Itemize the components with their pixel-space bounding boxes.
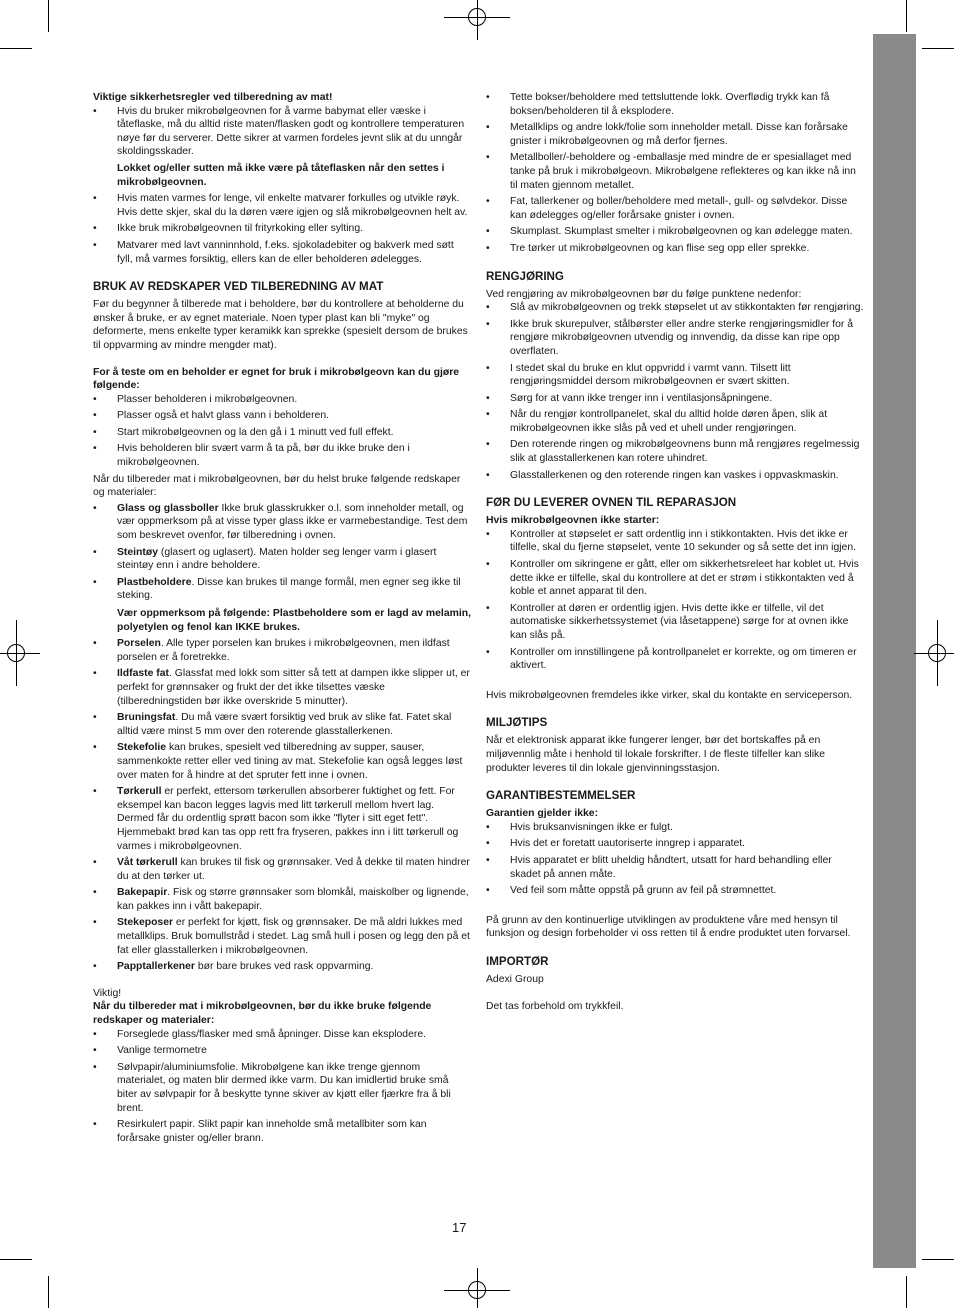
list-item: • Hvis bruksanvisningen ikke er fulgt. [486,821,864,835]
list-item: • Matvarer med lavt vanninnhold, f.eks. sjokoladebiter og bakverk med søtt fyll, må varmes forsiktig, ellers kan de eller beholderen ødelegges. [93,239,471,266]
list-item: • Papptallerkener bør bare brukes ved rask oppvarming. [93,960,471,974]
crop-mark [906,0,907,32]
list-item: • Metallklips og andre lokk/folie som inneholder metall. Disse kan forårsake gnister i mikrobølgeovnen og må derfor fjernes. [486,121,864,148]
crop-mark [922,48,954,49]
warranty-subheading: Garantien gjelder ikke: [486,808,599,820]
list-item: • Resirkulert papir. Slikt papir kan inneholde små metallbiter som kan forårsake gnister og/eller brann. [93,1118,471,1145]
list-item: • Ikke bruk skurepulver, stålbørster eller andre sterke rengjøringsmidler for å rengjøre mikrobølgeovnen utvendig og innvendig, da disse kan ripe opp overflaten. [486,318,864,359]
list-item: • Plasser beholderen i mikrobølgeovnen. [93,393,471,407]
list-item: • Slå av mikrobølgeovnen og trekk støpselet ut av stikkontakten før rengjøring. [486,301,864,315]
list-item: • Hvis maten varmes for lenge, vil enkelte matvarer forkulles og utvikle røyk. Hvis dette skjer, skal du la døren være igjen og slå mikrobølgeovnen helt av. [93,192,471,219]
section-heading-utensils: BRUK AV REDSKAPER VED TILBEREDNING AV MAT [93,280,384,294]
list-item: • I stedet skal du bruke en klut oppvridd i varmt vann. Tilsett litt rengjøringsmiddel dersom mikrobølgeovnen er svært skitten. [486,362,864,389]
page-number: 17 [452,1220,467,1235]
list-item: • Fat, tallerkener og boller/beholdere med metall-, gull- og sølvdekor. Disse kan ødelegges og/eller forårsake gnister i ovnen. [486,195,864,222]
list-item: • Tre tørker ut mikrobølgeovnen og kan flise seg opp eller sprekke. [486,242,864,256]
print-note: Det tas forbehold om trykkfeil. [486,1000,624,1012]
warning-list-continued [486,91,864,256]
repair-list [486,528,864,673]
safety-heading: Viktige sikkerhetsregler ved tilberedning av mat! [93,92,333,103]
list-item: • Metallboller/-beholdere og -emballasje med mindre de er spesiallaget med tanke på bruk i mikrobølgeovn. Mikrobølgene reflekteres og kan ikke nå inn til maten gjennom metallet. [486,151,864,192]
list-item: • Steintøy (glasert og uglasert). Maten holder seg lenger varm i glasert steintøy enn i andre beholdere. [93,546,471,573]
list-item: • Tørkerull er perfekt, ettersom tørkerullen absorberer fuktighet og fett. For eksempel kan bacon legges lagvis med litt tørkerull mellom hvert lag. Dermed får du ordentlig sprøtt bacon som ikke "flyter i sitt eget fett". Hjemmebakt brød kan tas opp rett fra fryseren, pakkes inn i litt tørkerull og varmes i mikrobølgeovnen. [93,785,471,853]
importer-name: Adexi Group [486,973,544,985]
list-item: • Hvis apparatet er blitt uheldig håndtert, utsatt for hard behandling eller skadet på annen måte. [486,854,864,881]
list-item: • Glass og glassboller Ikke bruk glasskrukker o.l. som inneholder metall, og vær oppmerksom på at visse typer glass ikke er varmebestandige. Test dem som beskrevet ovenfor, før tilberedning i ovnen. [93,502,471,543]
paragraph: Når du tilbereder mat i mikrobølgeovnen, bør du helst bruke følgende redskaper og materialer: [93,473,461,499]
paragraph: Hvis mikrobølgeovnen fremdeles ikke virker, skal du kontakte en serviceperson. [486,689,853,701]
warning-list [93,1028,471,1146]
test-list [93,393,471,470]
right-column [486,91,864,1013]
paragraph: Før du begynner å tilberede mat i beholdere, bør du kontrollere at beholderne du ønsker å bruke, er av egnet materiale. Noen typer plast kan bli "myke" og deformerte, mens enkelte typer keramikk kan sprekke (spesielt dersom de brukes til oppvarming av mindre mengder mat). [93,299,468,351]
safety-list [93,105,471,267]
list-item: • Porselen. Alle typer porselen kan brukes i mikrobølgeovnen, men ildfast porselen er å foretrekke. [93,637,471,664]
section-heading-environment: MILJØTIPS [486,716,548,730]
registration-circle [7,644,25,662]
registration-circle [468,8,486,26]
list-item: • Ikke bruk mikrobølgeovnen til frityrkoking eller sylting. [93,222,471,236]
registration-circle [928,644,946,662]
section-heading-repair: FØR DU LEVERER OVNEN TIL REPARASJON [486,496,737,510]
repair-subheading: Hvis mikrobølgeovnen ikke starter: [486,515,660,527]
list-item: • Start mikrobølgeovnen og la den gå i 1 minutt ved full effekt. [93,426,471,440]
safety-bold-note: Lokket og/eller sutten må ikke være på tåteflasken når den settes i mikrobølgeovnen. [117,162,445,188]
crop-mark [906,1276,907,1308]
list-item: • Hvis du bruker mikrobølgeovnen for å varme babymat eller væske i tåteflaske, må du alltid riste maten/flasken godt og kontrollere temperaturen nøye før du serverer. Dette sikrer at varmen fordeles jevnt slik at du unngår skoldingsskader. Lokket og/eller sutten må ikke være på tåteflasken når den settes i mikrobølgeovnen. [93,105,471,190]
paragraph: På grunn av den kontinuerlige utviklingen av produktene våre med hensyn til funksjon og design forbeholder vi oss retten til å endre produktet uten forvarsel. [486,914,851,940]
list-item: • Sølvpapir/aluminiumsfolie. Mikrobølgene kan ikke trenge gjennom materialet, og maten blir dermed ikke varm. Du kan imidlertid bruke små biter av sølvpapir for å beskytte tynne skiver av kjøtt eller fjærkre fra å bli brent. [93,1061,471,1115]
side-tab-bar [873,34,916,1268]
list-item: • Glasstallerkenen og den roterende ringen kan vaskes i oppvaskmaskin. [486,469,864,483]
paragraph: Når et elektronisk apparat ikke fungerer lenger, bør det bortskaffes på en miljøvennlig måte i henhold til lokale forskrifter. I de fleste tilfeller kan slike produkter leveres til din lokale gjenvinningsstasjon. [486,735,825,774]
registration-circle [468,1281,486,1299]
warning-heading: Når du tilbereder mat i mikrobølgeovnen, bør du ikke bruke følgende redskaper og materialer: [93,1001,432,1027]
cleaning-list [486,301,864,482]
list-item: • Den roterende ringen og mikrobølgeovnens bunn må rengjøres regelmessig slik at glasstallerkenen kan rotere uhindret. [486,438,864,465]
list-item: • Kontroller at støpselet er satt ordentlig inn i stikkontakten. Hvis det ikke er tilfelle, skal du fjerne støpselet, vente 10 sekunder og så sette det inn igjen. [486,528,864,555]
crop-mark [922,1259,954,1260]
list-item: • Kontroller at døren er ordentlig igjen. Hvis dette ikke er tilfelle, vil det automatiske sikkerhetssystemet (via låsetappene) sørge for at ovnen ikke kan slås på. [486,602,864,643]
list-item: • Ved feil som måtte oppstå på grunn av feil på strømnettet. [486,884,864,898]
list-item: • Skumplast. Skumplast smelter i mikrobølgeovnen og kan ødelegge maten. [486,225,864,239]
plastic-warning: Vær oppmerksom på følgende: Plastbeholdere som er lagd av melamin, polyetylen og fenol kan IKKE brukes. [117,608,471,633]
list-item: • Kontroller om innstillingene på kontrollpanelet er korrekte, og om timeren er aktivert. [486,646,864,673]
crop-mark [0,48,32,49]
list-item: • Hvis beholderen blir svært varm å ta på, bør du ikke bruke den i mikrobølgeovnen. [93,442,471,469]
list-item: • Ildfaste fat. Glassfat med lokk som sitter så tett at dampen ikke slipper ut, er perfekt for grønnsaker og frukt der det ikke tilsettes væske (tilberedningstiden bør ikke overskride 5 minutter). [93,667,471,708]
list-item: • Stekeposer er perfekt for kjøtt, fisk og grønnsaker. De må aldri lukkes med metallklips. Bruk bomullstråd i stedet. Lag små hull i posen og legg den på et fat eller glasstallerken i mikrobølgeovnen. [93,916,471,957]
list-item: • Sørg for at vann ikke trenger inn i ventilasjonsåpningene. [486,392,864,406]
list-item: • Når du rengjør kontrollpanelet, skal du alltid holde døren åpen, slik at mikrobølgeovnen ikke slås på ved et uhell under rengjøringen. [486,408,864,435]
crop-mark [48,0,49,32]
materials-list [93,502,471,974]
section-heading-warranty: GARANTIBESTEMMELSER [486,789,636,803]
list-item: • Plasser også et halvt glass vann i beholderen. [93,409,471,423]
list-item: • Hvis det er foretatt uautoriserte inngrep i apparatet. [486,837,864,851]
section-heading-cleaning: RENGJØRING [486,269,564,283]
test-heading: For å teste om en beholder er egnet for bruk i mikrobølgeovn kan du gjøre følgende: [93,366,460,392]
list-item: • Våt tørkerull kan brukes til fisk og grønnsaker. Ved å dekke til maten hindrer du at den tørker ut. [93,856,471,883]
list-item: • Stekefolie kan brukes, spesielt ved tilberedning av supper, sauser, sammenkokte retter eller ved tining av mat. Stekefolie kan også legges løst over maten for å hindre at det spruter fett inne i ovnen. [93,741,471,782]
crop-mark [48,1276,49,1308]
section-heading-importer: IMPORTØR [486,954,549,968]
list-item: • Bruningsfat. Du må være svært forsiktig ved bruk av slike fat. Fatet skal alltid være minst 5 mm over den roterende glasstallerkenen. [93,711,471,738]
list-item: • Vanlige termometre [93,1044,471,1058]
list-item: • Bakepapir. Fisk og større grønnsaker som blomkål, maiskolber og lignende, kan pakkes inn i vått bakepapir. [93,886,471,913]
list-item: • Kontroller om sikringene er gått, eller om sikkerhetsreleet har koblet ut. Hvis dette ikke er tilfelle, skal du kontrollere at det er strøm i stikkontakten ved å koble et annet apparat til den. [486,558,864,599]
warranty-list [486,821,864,898]
crop-mark [0,1259,32,1260]
paragraph: Ved rengjøring av mikrobølgeovnen bør du følge punktene nedenfor: [486,288,802,300]
list-item: • Forseglede glass/flasker med små åpninger. Disse kan eksplodere. [93,1028,471,1042]
left-column [93,91,471,1148]
warning-title: Viktig! [93,987,122,999]
list-item: • Tette bokser/beholdere med tettsluttende lokk. Overflødig trykk kan få boksen/beholderen til å eksplodere. [486,91,864,118]
list-item: • Plastbeholdere. Disse kan brukes til mange formål, men egner seg ikke til steking. Vær oppmerksom på følgende: Plastbeholdere som er lagd av melamin, polyetylen og fenol kan IKKE brukes. [93,576,471,634]
